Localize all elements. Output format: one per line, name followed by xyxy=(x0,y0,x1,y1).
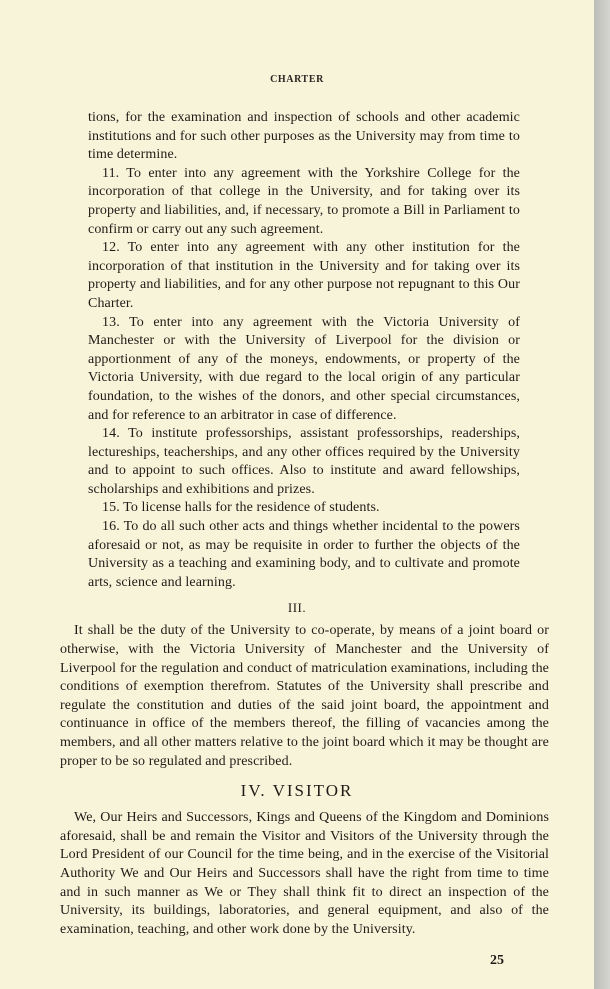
clause-text: To enter into any agreement with the Yorkshire College for the incorporation of that college in the University, and for taking over its property and liabilities, and, if necessary, to promote a Bill in Parliament to confirm or carry out any such agreement. xyxy=(88,165,520,237)
page-number: 25 xyxy=(490,953,504,969)
section-iv-paragraph: We, Our Heirs and Successors, Kings and Queens of the Kingdom and Dominions aforesaid, shall be and remain the Visitor and Visitors of the University through the Lord President of our Council for the time being, and in the exercise of the Visitorial Authority We and Our Heirs and Successors shall have the right from time to time and in such manner as We or They shall think fit to direct an inspection of the University, its buildings, laboratories, and general equipment, and also of the examination, teaching, and other work done by the University. xyxy=(60,810,549,937)
scan-edge xyxy=(594,0,610,989)
clause-text: To do all such other acts and things whether incidental to the powers aforesaid or not, as may be requisite in order to further the objects of the University as a teaching and examining body, and to cultivate and promote arts, science and learning. xyxy=(88,519,520,590)
clause-number: 13. xyxy=(102,314,120,330)
clause-text: To license halls for the residence of students. xyxy=(123,500,380,516)
clause-number: 15. xyxy=(102,500,120,516)
clause-number: 11. xyxy=(102,165,120,181)
clause-14 xyxy=(88,425,520,499)
clause-text: To enter into any agreement with any other institution for the incorporation of that institution in the University and for taking over its property and liabilities, and for any other purpose not repugnant to this Our Charter. xyxy=(88,240,520,311)
section-iii-paragraph: It shall be the duty of the University to co-operate, by means of a joint board or otherwise, with the Victoria University of Manchester and the University of Liverpool for the regulation and conduct of matriculation examinations, including the conditions of exemption therefrom. Statutes of the University shall prescribe and regulate the constitution and duties of the said joint board, the appointment and continuance in office of the members thereof, the filling of vacancies among the members, and all other matters relative to the joint board which it may be thought are proper to be so regulated and prescribed. xyxy=(60,623,549,769)
clause-12 xyxy=(88,239,520,313)
clause-number: 16. xyxy=(102,519,120,535)
running-head: CHARTER xyxy=(270,74,324,85)
clause-13 xyxy=(88,314,520,426)
clause-16 xyxy=(88,518,520,592)
clause-number: 14. xyxy=(102,426,120,442)
clause-number: 12. xyxy=(102,240,120,256)
powers-clauses-block xyxy=(88,109,520,592)
clause-text: To institute professorships, assistant professorships, readerships, lectureships, teacherships, and any other offices required by the University and to appoint to such offices. Also to institute and award fellowships, scholarships and exhibitions and prizes. xyxy=(88,426,520,497)
section-iv-heading: IV. VISITOR xyxy=(240,781,354,801)
clause-text: To enter into any agreement with the Victoria University of Manchester or with the University of Liverpool for the division or apportionment of any of the moneys, endowments, or property of the Victoria University, with due regard to the local origin of any particular foundation, to the wishes of the donors, and other special circumstances, and for reference to an arbitrator in case of difference. xyxy=(88,314,520,423)
clause-15 xyxy=(88,499,520,518)
section-iii-heading: III. xyxy=(287,600,307,616)
section-iii-block xyxy=(60,622,549,771)
continuation-paragraph: tions, for the examination and inspection of schools and other academic institutions and for such other purposes as the University may from time to time determine. xyxy=(88,110,520,163)
clause-11 xyxy=(88,165,520,239)
section-iv-block xyxy=(60,809,549,939)
